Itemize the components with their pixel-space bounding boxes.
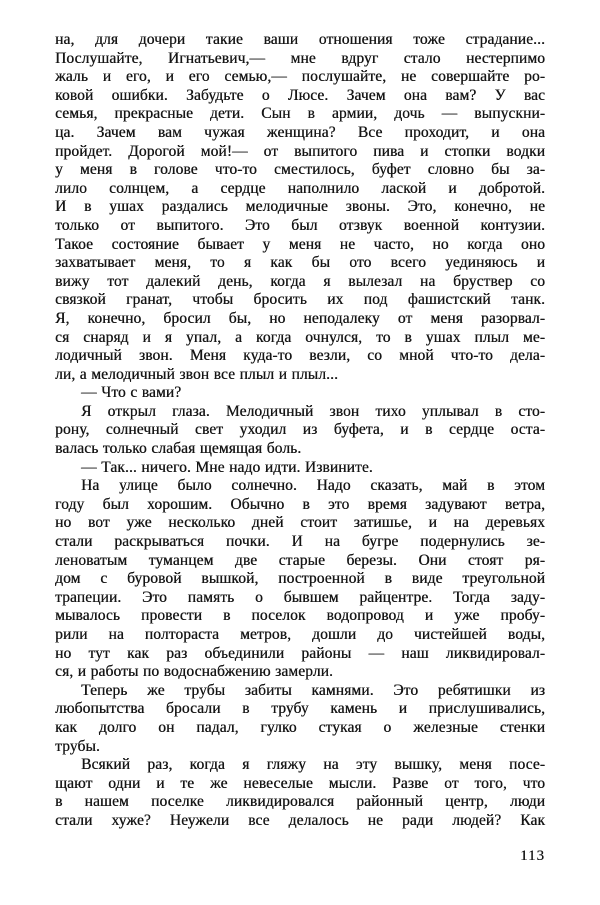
text-line: связкой гранат, чтобы бросить их под фашистский танк.: [55, 291, 545, 309]
text-line: ся, и работы по водоснабжению замерли.: [55, 663, 333, 681]
text-line: Такое состояние бывает у меня не часто, но когда оно: [55, 235, 545, 253]
text-line: дом с буровой вышкой, построенной в виде треугольной: [55, 570, 545, 588]
text-line: но тут как раз объединили районы — наш ликвидировал-: [55, 644, 545, 662]
text-line: ковой ошибки. Забудьте о Люсе. Зачем она вам? У вас: [55, 86, 545, 104]
text-line: пройдет. Дорогой мой!— от выпитого пива и стопки водки: [55, 142, 545, 160]
text-line: валась только слабая щемящая боль.: [55, 440, 302, 458]
text-line: рону, солнечный свет уходил из буфета, и в сердце оста-: [55, 421, 545, 439]
text-line: Послушайте, Игнатьевич,— мне вдруг стало нестерпимо: [55, 49, 545, 67]
text-line: И в ушах раздались мелодичные звоны. Это, конечно, не: [55, 198, 545, 216]
text-line: стали раскрываться почки. И на бугре подернулись зе-: [55, 533, 545, 551]
text-line: у меня в голове что-то сместилось, буфет словно бы за-: [55, 161, 545, 179]
text-line: вижу тот далекий день, когда я вылезал на бруствер со: [55, 272, 545, 290]
text-line: только от выпитого. Это был отзвук военной контузии.: [55, 216, 545, 234]
text-line: трубы.: [55, 737, 100, 755]
text-line: На улице было солнечно. Надо сказать, май в этом: [81, 477, 545, 495]
text-line: трапеции. Это память о бывшем райцентре. Тогда заду-: [55, 588, 545, 606]
text-line: как долго он падал, гулко стукая о железные стенки: [55, 718, 545, 736]
text-line: ца. Зачем вам чужая женщина? Все проходит, и она: [55, 123, 545, 141]
text-line: — Так... ничего. Мне надо идти. Извините.: [81, 458, 373, 476]
text-line: но вот уже несколько дней стоит затишье, и на деревьях: [55, 514, 545, 532]
text-line: любопытства бросали в трубу камень и прислушивались,: [55, 700, 545, 718]
text-line: году был хорошим. Обычно в это время задувают ветра,: [55, 495, 545, 513]
text-line: в нашем поселке ликвидировался районный центр, люди: [55, 793, 545, 811]
text-line: ли, а мелодичный звон все плыл и плыл...: [55, 365, 338, 383]
text-line: семья, прекрасные дети. Сын в армии, дочь — выпускни-: [55, 105, 545, 123]
text-line: — Что с вами?: [81, 384, 182, 402]
text-line: Всякий раз, когда я гляжу на эту вышку, меня посе-: [81, 756, 545, 774]
text-line: захватывает меня, то я как бы ото всего уединяюсь и: [55, 254, 545, 272]
text-line: Я открыл глаза. Мелодичный звон тихо уплывал в сто-: [81, 402, 545, 420]
page-number: 113: [520, 848, 545, 864]
text-line: Теперь же трубы забиты камнями. Это ребятишки из: [81, 681, 545, 699]
text-line: мывалось провести в поселок водопровод и уже пробу-: [55, 607, 545, 625]
text-line: Я, конечно, бросил бы, но неподалеку от меня разорвал-: [55, 309, 545, 327]
text-line: щают одни и те же невеселые мысли. Разве от того, что: [55, 774, 545, 792]
text-line: лило солнцем, а сердце наполнило лаской и добротой.: [55, 179, 545, 197]
text-line: леноватым туманцем две старые березы. Они стоят ря-: [55, 551, 545, 569]
text-line: на, для дочери такие ваши отношения тоже страдание...: [55, 31, 545, 48]
text-line: стали хуже? Неужели все делалось не ради людей? Как: [55, 811, 545, 829]
text-line: рили на полтораста метров, дошли до чистейшей воды,: [55, 626, 545, 643]
page-text: [55, 31, 545, 831]
text-line: лодичный звон. Меня куда-то везли, со мной что-то дела-: [55, 347, 545, 365]
text-line: жаль и его, и его семью,— послушайте, не совершайте ро-: [55, 68, 545, 86]
text-line: ся снаряд и я упал, а когда очнулся, то в ушах плыл ме-: [55, 328, 545, 346]
